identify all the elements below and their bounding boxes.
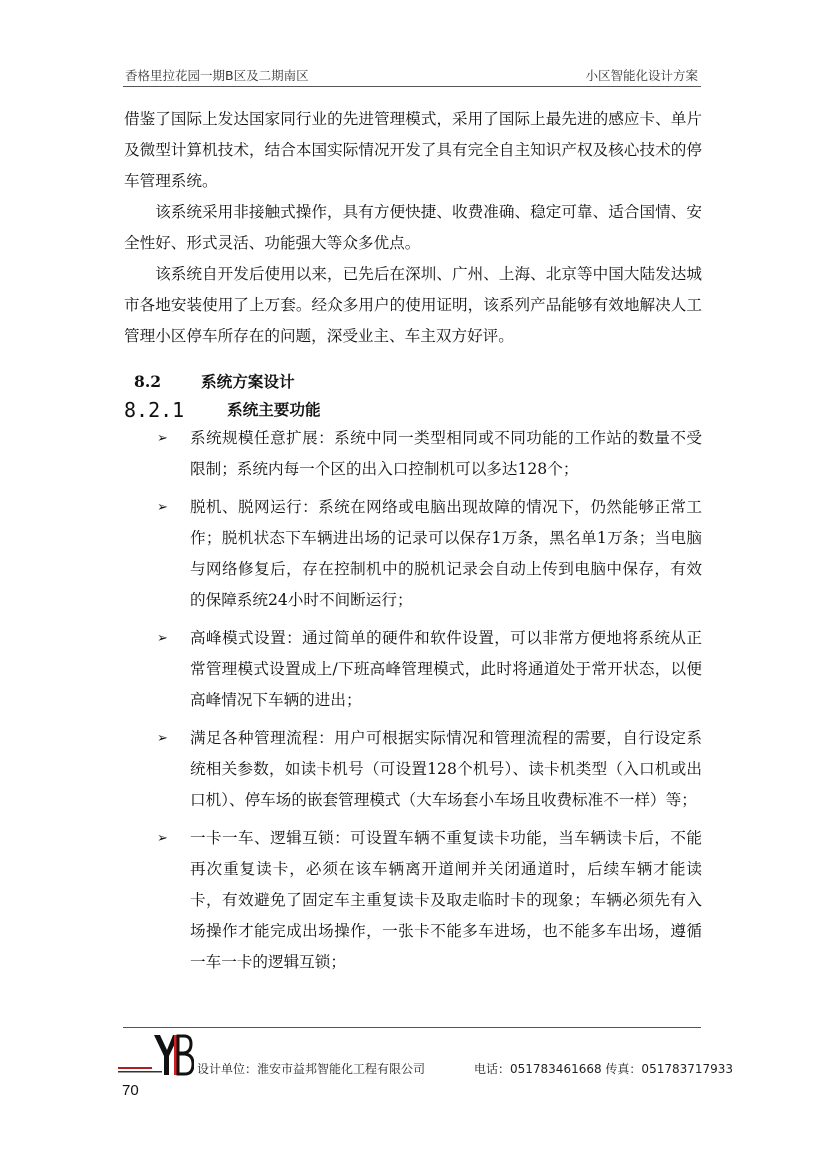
- arrow-bullet-icon: ➢: [157, 731, 168, 746]
- list-item: [124, 623, 702, 716]
- list-item: [124, 723, 702, 816]
- list-item-text: 高峰模式设置：通过简单的硬件和软件设置，可以非常方便地将系统从正常管理模式设置成上/下班高峰管理模式，此时将通道处于常开状态，以便高峰情况下车辆的进出；: [190, 629, 702, 709]
- company-logo: [118, 1033, 194, 1077]
- intro-paragraph-3: 该系统自开发后使用以来，已先后在深圳、广州、上海、北京等中国大陆发达城市各地安装使用了上万套。经众多用户的使用证明，该系列产品能够有效地解决人工管理小区停车所存在的问题，深受业主、车主双方好评。: [124, 265, 702, 345]
- list-item: [124, 423, 702, 485]
- arrow-bullet-icon: ➢: [157, 500, 168, 515]
- list-item-text: 一卡一车、逻辑互锁：可设置车辆不重复读卡功能，当车辆读卡后，不能再次重复读卡，必须在该车辆离开道闸并关闭通道时，后续车辆才能读卡，有效避免了固定车主重复读卡及取走临时卡的现象；车辆必须先有入场操作才能完成出场操作，一张卡不能多车进场，也不能多车出场，遵循一车一卡的逻辑互锁；: [190, 829, 702, 971]
- footer-contact-info: 电话：051783461668 传真：051783717933: [474, 1062, 734, 1076]
- header-divider: [123, 86, 701, 87]
- subsection-title: 系统主要功能: [227, 400, 321, 419]
- list-item-text: 系统规模任意扩展：系统中同一类型相同或不同功能的工作站的数量不受限制；系统内每一个区的出入口控制机可以多达128个；: [190, 429, 702, 478]
- arrow-bullet-icon: ➢: [157, 831, 168, 846]
- intro-paragraph-1: 借鉴了国际上发达国家同行业的先进管理模式，采用了国际上最先进的感应卡、单片及微型计算机技术，结合本国实际情况开发了具有完全自主知识产权及核心技术的停车管理系统。: [124, 110, 702, 190]
- intro-paragraph-2: 该系统采用非接触式操作，具有方便快捷、收费准确、稳定可靠、适合国情、安全性好、形式灵活、功能强大等众多优点。: [124, 203, 702, 252]
- footer-company-info: 设计单位：淮安市益邦智能化工程有限公司: [197, 1062, 426, 1076]
- list-item: [124, 492, 702, 616]
- feature-list: [124, 423, 702, 985]
- section-heading-8-2-1: [124, 398, 321, 422]
- footer-divider: [123, 1027, 701, 1028]
- section-number: 8.2: [134, 372, 162, 391]
- header-project-name: 香格里拉花园一期B区及二期南区: [125, 68, 309, 83]
- page-number: 70: [122, 1082, 139, 1099]
- section-heading-8-2: [134, 370, 295, 392]
- subsection-number: 8.2.1: [124, 398, 185, 422]
- arrow-bullet-icon: ➢: [157, 431, 168, 446]
- arrow-bullet-icon: ➢: [157, 631, 168, 646]
- list-item: [124, 823, 702, 978]
- section-title: 系统方案设计: [201, 372, 295, 391]
- list-item-text: 满足各种管理流程：用户可根据实际情况和管理流程的需要，自行设定系统相关参数，如读卡机号（可设置128个机号）、读卡机类型（入口机或出口机）、停车场的嵌套管理模式（大车场套小车场且收费标准不一样）等；: [190, 729, 702, 809]
- list-item-text: 脱机、脱网运行：系统在网络或电脑出现故障的情况下，仍然能够正常工作；脱机状态下车辆进出场的记录可以保存1万条，黑名单1万条；当电脑与网络修复后，存在控制机中的脱机记录会自动上传到电脑中保存，有效的保障系统24小时不间断运行；: [190, 498, 702, 609]
- header-document-title: 小区智能化设计方案: [585, 68, 698, 83]
